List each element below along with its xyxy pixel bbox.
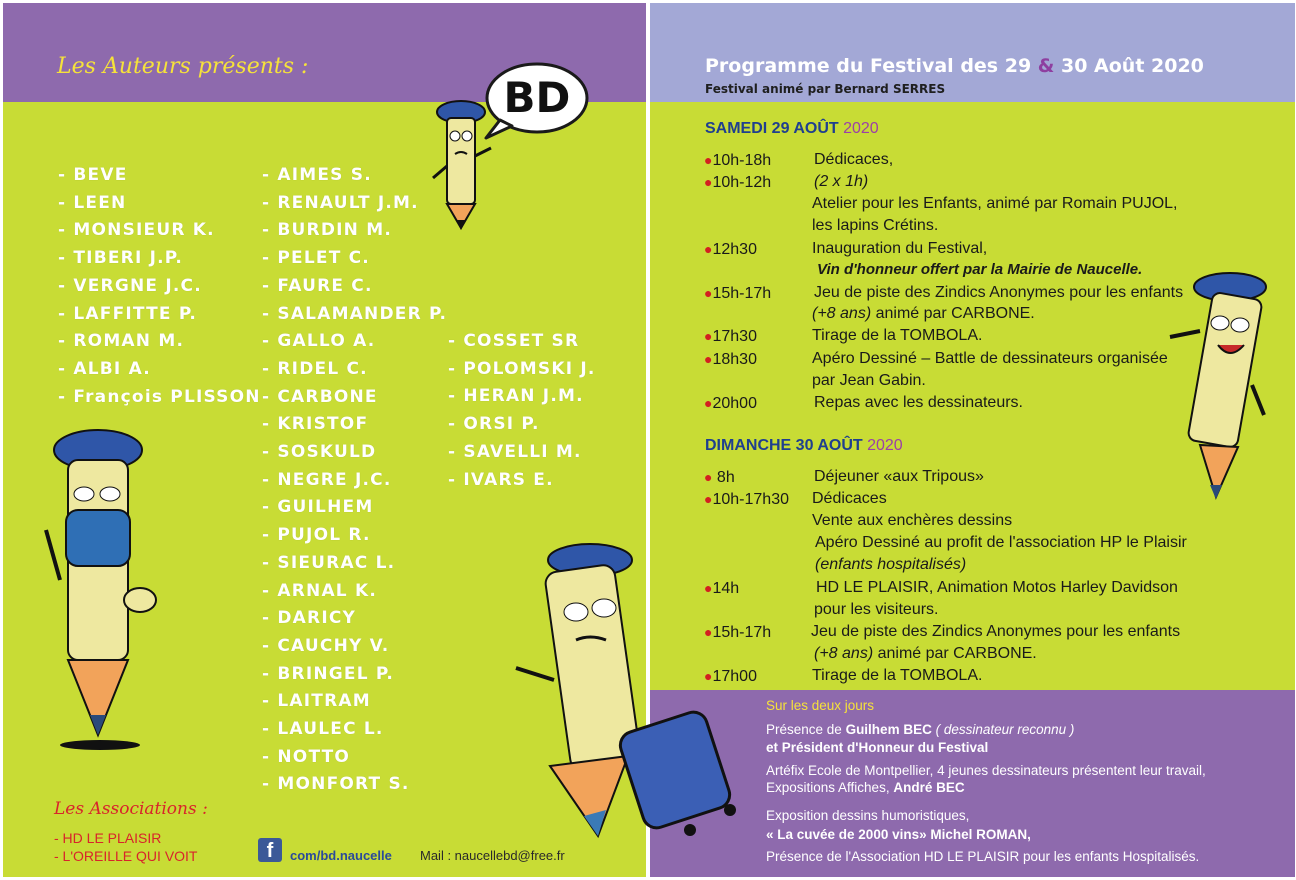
bullet-icon: ● bbox=[704, 469, 713, 485]
both-days-heading: Sur les deux jours bbox=[766, 698, 875, 713]
event-desc: Repas avec les dessinateurs. bbox=[814, 394, 1023, 411]
contact-mail: Mail : naucellebd@free.fr bbox=[420, 848, 565, 863]
bullet-icon: ● bbox=[704, 328, 713, 344]
event-time: ●10h-17h30 bbox=[704, 491, 789, 508]
event-time: ●12h30 bbox=[704, 241, 757, 258]
association-item: - HD LE PLAISIR bbox=[54, 830, 162, 846]
author-name: - MONFORT S. bbox=[262, 774, 410, 795]
author-name: - TIBERI J.P. bbox=[58, 248, 183, 269]
association-item: - L'OREILLE QUI VOIT bbox=[54, 848, 198, 864]
info-line: « La cuvée de 2000 vins» Michel ROMAN, bbox=[766, 827, 1031, 842]
author-name: - ROMAN M. bbox=[58, 331, 185, 352]
author-name: - SIEURAC L. bbox=[262, 552, 396, 573]
author-name: - FAURE C. bbox=[262, 275, 373, 296]
pencil-mascot-small-icon bbox=[425, 96, 497, 236]
event-desc: Vin d'honneur offert par la Mairie de Naucelle. bbox=[817, 261, 1143, 278]
bullet-icon: ● bbox=[704, 241, 713, 257]
author-name: - CARBONE bbox=[262, 386, 378, 407]
event-desc: Vente aux enchères dessins bbox=[812, 512, 1013, 529]
info-line: Présence de Guilhem BEC ( dessinateur reconnu ) bbox=[766, 722, 1075, 737]
author-name: - LAULEC L. bbox=[262, 719, 384, 739]
authors-title: Les Auteurs présents : bbox=[57, 54, 309, 79]
author-name: - CAUCHY V. bbox=[262, 635, 390, 656]
author-name: - COSSET SR bbox=[448, 331, 580, 351]
event-desc: Tirage de la TOMBOLA. bbox=[812, 327, 983, 344]
masked-pencil-mascot-icon bbox=[40, 410, 170, 760]
event-desc: Jeu de piste des Zindics Anonymes pour les enfants bbox=[811, 623, 1181, 640]
day-heading-sunday: DIMANCHE 30 AOÛT 2020 bbox=[705, 437, 903, 454]
author-name: - NOTTO bbox=[262, 746, 351, 767]
author-name: - SOSKULD bbox=[262, 442, 377, 462]
event-desc: Tirage de la TOMBOLA. bbox=[812, 667, 983, 684]
event-time: ●17h30 bbox=[704, 328, 757, 345]
event-desc: pour les visiteurs. bbox=[814, 601, 939, 618]
event-desc: (enfants hospitalisés) bbox=[815, 556, 967, 573]
event-time: ●17h00 bbox=[704, 668, 757, 685]
event-desc: (+8 ans) animé par CARBONE. bbox=[814, 645, 1037, 662]
author-name: - PUJOL R. bbox=[262, 525, 371, 546]
event-time: ●20h00 bbox=[704, 395, 757, 412]
event-desc: par Jean Gabin. bbox=[812, 372, 926, 389]
event-note: (2 x 1h) bbox=[814, 173, 869, 190]
event-time: ●15h-17h bbox=[704, 285, 772, 302]
bullet-icon: ● bbox=[704, 395, 713, 411]
bullet-icon: ● bbox=[704, 624, 713, 640]
author-name: - ORSI P. bbox=[448, 414, 540, 435]
event-time: ●15h-17h bbox=[704, 624, 772, 641]
event-time: ●14h bbox=[704, 580, 740, 597]
facebook-link[interactable]: com/bd.naucelle bbox=[290, 848, 392, 863]
author-name: - ALBI A. bbox=[58, 358, 151, 379]
author-name: - HERAN J.M. bbox=[448, 386, 584, 407]
event-desc: Apéro Dessiné – Battle de dessinateurs organisée bbox=[812, 350, 1168, 367]
author-name: - RENAULT J.M. bbox=[262, 192, 419, 213]
event-desc: Atelier pour les Enfants, animé par Romain PUJOL, bbox=[812, 195, 1178, 212]
program-subtitle: Festival animé par Bernard SERRES bbox=[705, 82, 946, 96]
associations-title: Les Associations : bbox=[54, 799, 208, 819]
author-name: - MONSIEUR K. bbox=[58, 220, 215, 241]
author-name: - PELET C. bbox=[262, 248, 370, 269]
event-desc: Dédicaces bbox=[812, 490, 887, 507]
author-name: - IVARS E. bbox=[448, 469, 554, 490]
author-name: - LAFFITTE P. bbox=[58, 303, 198, 324]
author-name: - BEVE bbox=[58, 165, 128, 185]
bullet-icon: ● bbox=[704, 152, 713, 168]
author-name: - ARNAL K. bbox=[262, 580, 377, 601]
author-name: - BURDIN M. bbox=[262, 220, 392, 241]
event-desc: (+8 ans) animé par CARBONE. bbox=[812, 305, 1035, 322]
author-name: - GALLO A. bbox=[262, 331, 376, 352]
day-heading-saturday: SAMEDI 29 AOÛT 2020 bbox=[705, 120, 879, 137]
event-desc: Apéro Dessiné au profit de l'association HP le Plaisir bbox=[815, 534, 1187, 551]
event-desc: Inauguration du Festival, bbox=[812, 240, 988, 257]
bullet-icon: ● bbox=[704, 491, 713, 507]
event-desc: HD LE PLAISIR, Animation Motos Harley Davidson bbox=[816, 579, 1178, 596]
event-time: ●18h30 bbox=[704, 351, 757, 368]
author-name: - BRINGEL P. bbox=[262, 663, 395, 684]
info-line: Artéfix Ecole de Montpellier, 4 jeunes dessinateurs présentent leur travail, bbox=[766, 763, 1206, 778]
event-time: ●10h-18h bbox=[704, 152, 772, 169]
bullet-icon: ● bbox=[704, 668, 713, 684]
bullet-icon: ● bbox=[704, 285, 713, 301]
author-name: - POLOMSKI J. bbox=[448, 358, 596, 379]
info-line: Exposition dessins humoristiques, bbox=[766, 808, 970, 823]
author-name: - AIMES S. bbox=[262, 165, 372, 185]
event-desc: Jeu de piste des Zindics Anonymes pour les enfants bbox=[814, 284, 1184, 301]
bd-speech-bubble bbox=[482, 60, 592, 140]
author-name: - VERGNE J.C. bbox=[58, 275, 202, 296]
info-line: Expositions Affiches, André BEC bbox=[766, 780, 965, 795]
info-line: Présence de l'Association HD LE PLAISIR pour les enfants Hospitalisés. bbox=[766, 849, 1200, 864]
author-name: - RIDEL C. bbox=[262, 358, 368, 379]
event-time: ●10h-12h bbox=[704, 174, 772, 191]
program-title: Programme du Festival des 29 & 30 Août 2020 bbox=[705, 55, 1204, 77]
author-name: - SAVELLI M. bbox=[448, 441, 582, 462]
author-name: - GUILHEM bbox=[262, 497, 374, 518]
author-name: - SALAMANDER P. bbox=[262, 303, 448, 324]
bullet-icon: ● bbox=[704, 351, 713, 367]
facebook-icon[interactable]: f bbox=[258, 838, 282, 862]
author-name: - LEEN bbox=[58, 192, 127, 213]
bullet-icon: ● bbox=[704, 174, 713, 190]
author-name: - François PLISSON bbox=[58, 386, 261, 407]
event-desc: Déjeuner «aux Tripous» bbox=[814, 468, 984, 485]
bd-bubble-text: BD bbox=[503, 73, 571, 122]
author-name: - LAITRAM bbox=[262, 691, 371, 712]
event-time: ● 8h bbox=[704, 469, 735, 486]
bullet-icon: ● bbox=[704, 580, 713, 596]
author-name: - NEGRE J.C. bbox=[262, 469, 392, 490]
event-desc: Dédicaces, bbox=[814, 151, 894, 168]
event-desc: les lapins Crétins. bbox=[812, 217, 939, 234]
author-name: - KRISTOF bbox=[262, 414, 369, 435]
author-name: - DARICY bbox=[262, 608, 357, 629]
info-line: et Président d'Honneur du Festival bbox=[766, 740, 989, 755]
